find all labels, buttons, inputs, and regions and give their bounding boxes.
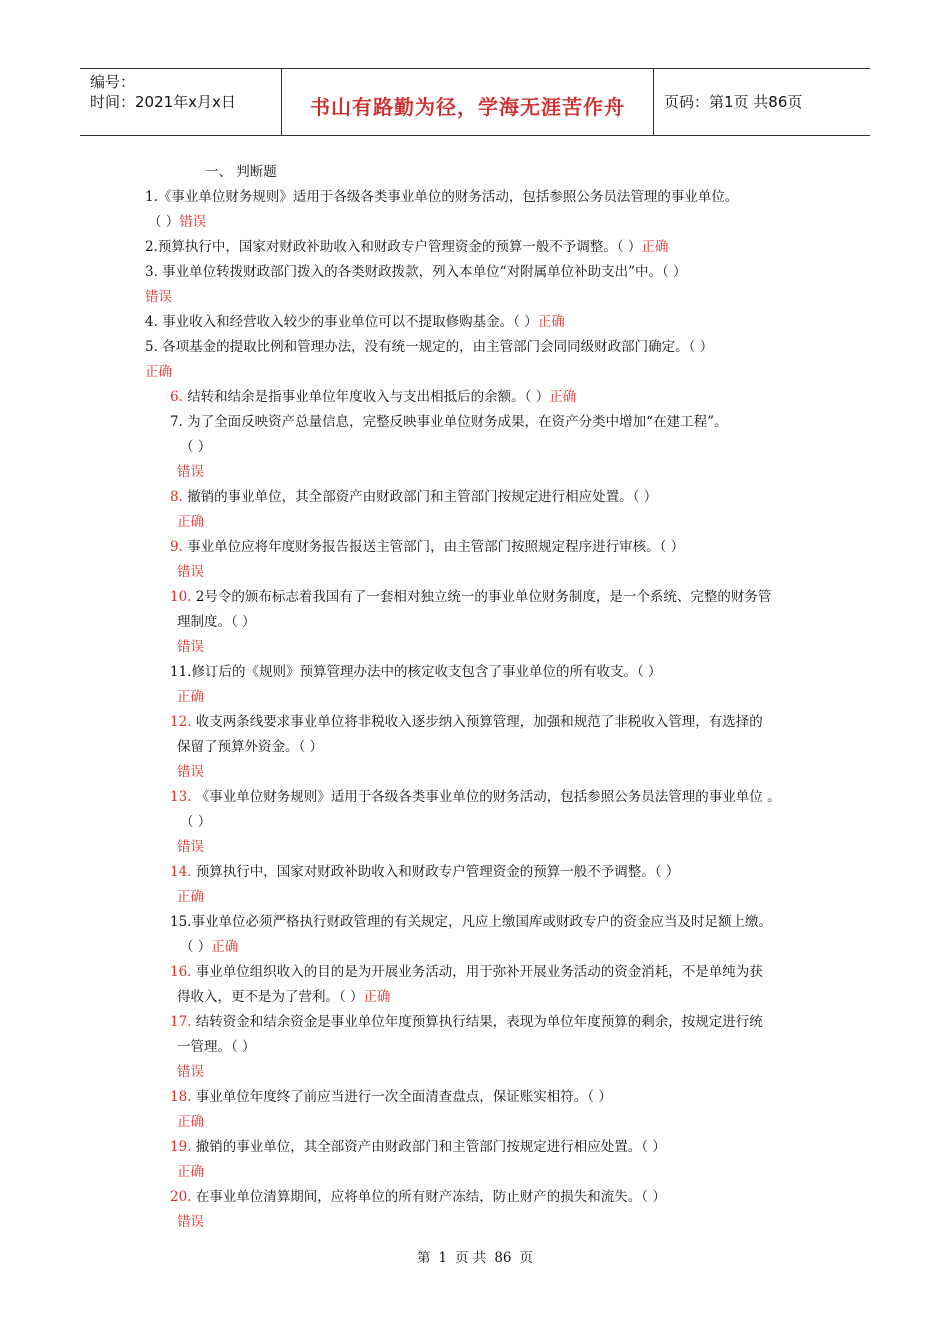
document-time-label: 时间：2021年x月x日: [90, 93, 236, 111]
question-12-text-cont: 保留了预算外资金。（ ）: [177, 739, 324, 755]
question-15-text: 15.事业单位必须严格执行财政管理的有关规定，凡应上缴国库或财政专户的资金应当及时足额上缴。: [170, 914, 772, 930]
question-10-line: [170, 587, 771, 607]
question-16-line: [170, 962, 763, 982]
question-16-text: 事业单位组织收入的目的是为开展业务活动，用于弥补开展业务活动的资金消耗，不是单纯为获: [195, 964, 763, 980]
section-title: 一、 判断题: [205, 164, 277, 180]
question-20-line: [170, 1187, 666, 1207]
question-12-number: 12.: [170, 714, 192, 730]
question-1-text: 1.《事业单位财务规则》适用于各级各类事业单位的财务活动，包括参照公务员法管理的事业单位。: [145, 189, 739, 205]
question-14-line: [170, 862, 679, 882]
question-16-text-cont-line: [177, 987, 391, 1007]
answer-paren: （ ）: [180, 939, 212, 955]
question-11-answer: 正确: [177, 689, 204, 705]
question-5-answer: 正确: [145, 364, 172, 380]
question-13-line: [170, 787, 781, 807]
header-meta-cell: [80, 69, 282, 135]
question-12-answer: 错误: [177, 764, 204, 780]
question-1-answer: 错误: [179, 214, 207, 230]
footer-mid: 页 共: [455, 1250, 487, 1266]
question-13-paren: （ ）: [180, 814, 212, 830]
footer-prefix: 第: [416, 1250, 431, 1266]
question-14-text: 预算执行中，国家对财政补助收入和财政专户管理资金的预算一般不予调整。（ ）: [195, 864, 680, 880]
question-6-line: [170, 387, 576, 407]
footer-suffix: 页: [519, 1250, 534, 1266]
question-18-number: 18.: [170, 1089, 192, 1105]
question-20-number: 20.: [170, 1189, 192, 1205]
question-2-answer: 正确: [641, 239, 669, 255]
question-9-number: 9.: [170, 539, 183, 555]
question-14-answer: 正确: [177, 889, 204, 905]
document-number-label: 编号：: [90, 73, 136, 91]
question-6-text: 结转和结余是指事业单位年度收入与支出相抵后的余额。（ ）: [187, 389, 550, 405]
header-page-info: 页码：第1页 共86页: [664, 93, 803, 111]
question-6-number: 6.: [170, 389, 183, 405]
question-8-number: 8.: [170, 489, 183, 505]
question-13-answer: 错误: [177, 839, 204, 855]
page-footer: [0, 1246, 950, 1266]
question-20-text: 在事业单位清算期间，应将单位的所有财产冻结，防止财产的损失和流失。（ ）: [195, 1189, 666, 1205]
footer-page-number: 1: [438, 1250, 448, 1266]
question-16-answer: 正确: [363, 989, 391, 1005]
question-17-answer: 错误: [177, 1064, 204, 1080]
question-1-answer-line: [148, 212, 206, 232]
question-9-answer: 错误: [177, 564, 204, 580]
question-11-text: 11.修订后的《规则》预算管理办法中的核定收支包含了事业单位的所有收支。（ ）: [170, 664, 662, 680]
question-2-text: 2.预算执行中，国家对财政补助收入和财政专户管理资金的预算一般不予调整。（ ）: [145, 239, 642, 255]
question-2-line: [145, 237, 668, 257]
question-17-text: 结转资金和结余资金是事业单位年度预算执行结果，表现为单位年度预算的剩余，按规定进行统: [195, 1014, 763, 1030]
question-12-text: 收支两条线要求事业单位将非税收入逐步纳入预算管理，加强和规范了非税收入管理，有选择的: [195, 714, 763, 730]
question-3-text: 3. 事业单位转拨财政部门拨入的各类财政拨款，列入本单位“对附属单位补助支出”中。（ ）: [145, 264, 687, 280]
header-motto: 书山有路勤为径，学海无涯苦作舟: [282, 69, 654, 135]
question-13-text: 《事业单位财务规则》适用于各级各类事业单位的财务活动，包括参照公务员法管理的事业单位 。: [195, 789, 781, 805]
question-19-text: 撤销的事业单位，其全部资产由财政部门和主管部门按规定进行相应处置。（ ）: [195, 1139, 666, 1155]
question-7-text: 7. 为了全面反映资产总量信息，完整反映事业单位财务成果，在资产分类中增加“在建工程”。: [170, 414, 728, 430]
question-19-answer: 正确: [177, 1164, 204, 1180]
question-6-answer: 正确: [549, 389, 577, 405]
question-12-line: [170, 712, 763, 732]
question-5-text: 5. 各项基金的提取比例和管理办法，没有统一规定的，由主管部门会同同级财政部门确定。（ ）: [145, 339, 714, 355]
question-16-text-cont: 得收入，更不是为了营利。（ ）: [177, 989, 364, 1005]
question-9-line: [170, 537, 684, 557]
question-17-line: [170, 1012, 763, 1032]
question-15-answer: 正确: [211, 939, 239, 955]
question-9-text: 事业单位应将年度财务报告报送主管部门，由主管部门按照规定程序进行审核。（ ）: [187, 539, 685, 555]
question-10-text: 2号令的颁布标志着我国有了一套相对独立统一的事业单位财务制度，是一个系统、完整的财务管: [195, 589, 772, 605]
footer-total-pages: 86: [494, 1250, 512, 1266]
question-13-number: 13.: [170, 789, 192, 805]
question-14-number: 14.: [170, 864, 192, 880]
question-18-line: [170, 1087, 612, 1107]
question-8-line: [170, 487, 657, 507]
question-7-answer: 错误: [177, 464, 204, 480]
question-3-answer: 错误: [145, 289, 172, 305]
question-4-line: [145, 312, 565, 332]
question-15-answer-line: [180, 937, 238, 957]
question-19-line: [170, 1137, 666, 1157]
page-header: [80, 68, 870, 136]
question-18-answer: 正确: [177, 1114, 204, 1130]
question-16-number: 16.: [170, 964, 192, 980]
question-4-answer: 正确: [537, 314, 565, 330]
question-10-answer: 错误: [177, 639, 204, 655]
question-17-number: 17.: [170, 1014, 192, 1030]
question-8-text: 撤销的事业单位，其全部资产由财政部门和主管部门按规定进行相应处置。（ ）: [187, 489, 658, 505]
question-4-text: 4. 事业收入和经营收入较少的事业单位可以不提取修购基金。（ ）: [145, 314, 538, 330]
answer-paren: （ ）: [148, 214, 180, 230]
question-20-answer: 错误: [177, 1214, 204, 1230]
question-18-text: 事业单位年度终了前应当进行一次全面清查盘点，保证账实相符。（ ）: [195, 1089, 612, 1105]
question-17-text-cont: 一管理。（ ）: [177, 1039, 256, 1055]
question-10-text-cont: 理制度。（ ）: [177, 614, 256, 630]
question-7-paren: （ ）: [180, 439, 212, 455]
question-8-answer: 正确: [177, 514, 204, 530]
question-10-number: 10.: [170, 589, 192, 605]
question-19-number: 19.: [170, 1139, 192, 1155]
